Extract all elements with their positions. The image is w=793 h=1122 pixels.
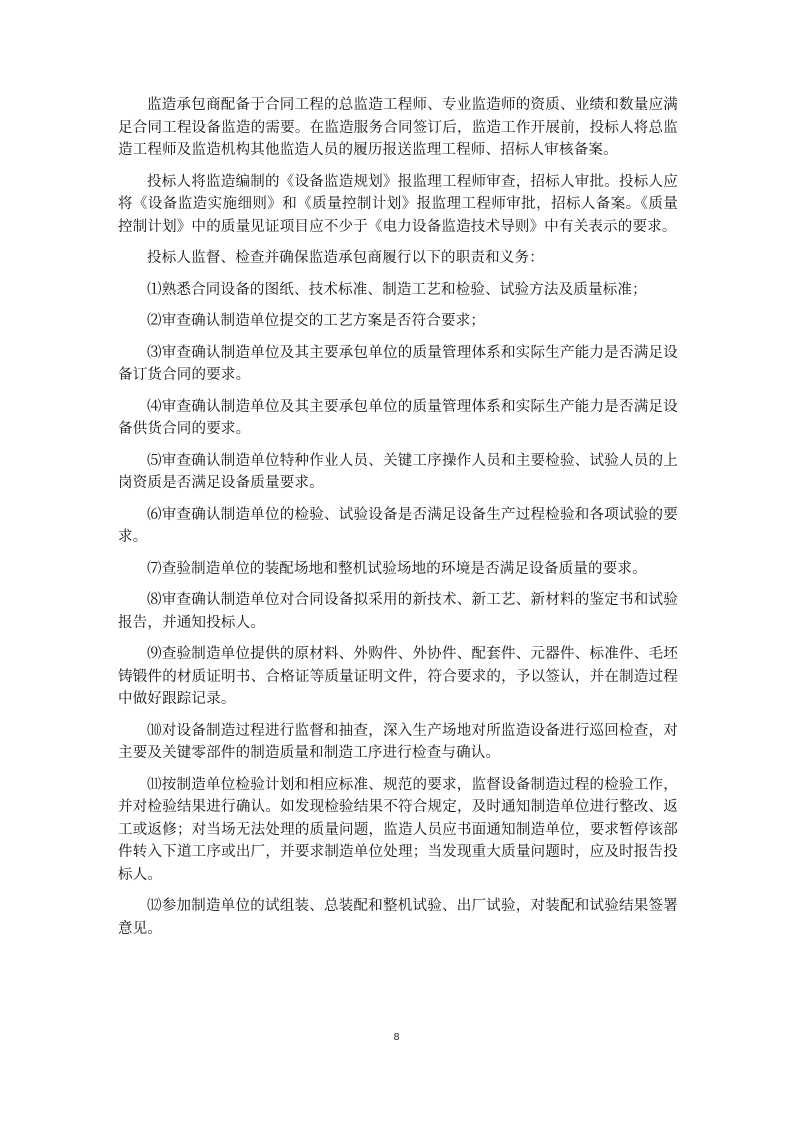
paragraph-duties-intro: 投标人监督、检查并确保监造承包商履行以下的职责和义务：: [147, 250, 544, 266]
paragraph-planning: 投标人将监造编制的《设备监造规划》报监理工程师审查，招标人审批。投标人应将《设备监造实施细则》和《质量控制计划》报监理工程师审批，招标人备案。《质量控制计划》中的质量见证项目应不少于《电力设备监造技术导则》中有关表示的要求。: [118, 173, 678, 235]
list-item-3: ⑶审查确认制造单位及其主要承包单位的质量管理体系和实际生产能力是否满足设备订货合同的要求。: [118, 344, 678, 383]
list-item-1: ⑴熟悉合同设备的图纸、技术标准、制造工艺和检验、试验方法及质量标准；: [147, 281, 647, 298]
list-item-10: ⑽对设备制造过程进行监督和抽查，深入生产场地对所监造设备进行巡回检查，对主要及关键零部件的制造质量和制造工序进行检查与确认。: [118, 722, 678, 761]
list-item-6: ⑹审查确认制造单位的检验、试验设备是否满足设备生产过程检验和各项试验的要求。: [118, 506, 678, 545]
list-item-4: ⑷审查确认制造单位及其主要承包单位的质量管理体系和实际生产能力是否满足设备供货合同的要求。: [118, 398, 678, 437]
list-item-5: ⑸审查确认制造单位特种作业人员、关键工序操作人员和主要检验、试验人员的上岗资质是否满足设备质量要求。: [118, 452, 678, 491]
page-number: 8: [393, 1032, 400, 1043]
list-item-7: ⑺查验制造单位的装配场地和整机试验场地的环境是否满足设备质量的要求。: [147, 560, 647, 577]
paragraph-staffing: 监造承包商配备于合同工程的总监造工程师、专业监造师的资质、业绩和数量应满足合同工程设备监造的需要。在监造服务合同签订后，监造工作开展前，投标人将总监造工程师及监造机构其他监造人员的履历报送监理工程师、招标人审核备案。: [118, 97, 678, 158]
list-item-9: ⑼查验制造单位提供的原材料、外购件、外协件、配套件、元器件、标准件、毛坯铸锻件的材质证明书、合格证等质量证明文件，符合要求的，予以签认，并在制造过程中做好跟踪记录。: [118, 646, 678, 707]
list-item-8: ⑻审查确认制造单位对合同设备拟采用的新技术、新工艺、新材料的鉴定书和试验报告，并通知投标人。: [118, 592, 678, 631]
list-item-11: ⑾按制造单位检验计划和相应标准、规范的要求，监督设备制造过程的检验工作，并对检验结果进行确认。如发现检验结果不符合规定，及时通知制造单位进行整改、返工或返修；对当场无法处理的质量问题，监造人员应书面通知制造单位，要求暂停该部件转入下道工序或出厂，并要求制造单位处理；当发现重大质量问题时，应及时报告投标人。: [118, 776, 678, 883]
list-item-2: ⑵审查确认制造单位提交的工艺方案是否符合要求；: [147, 313, 486, 329]
document-body: [118, 94, 678, 949]
list-item-12: ⑿参加制造单位的试组装、总装配和整机试验、出厂试验，对装配和试验结果签署意见。: [118, 898, 678, 937]
